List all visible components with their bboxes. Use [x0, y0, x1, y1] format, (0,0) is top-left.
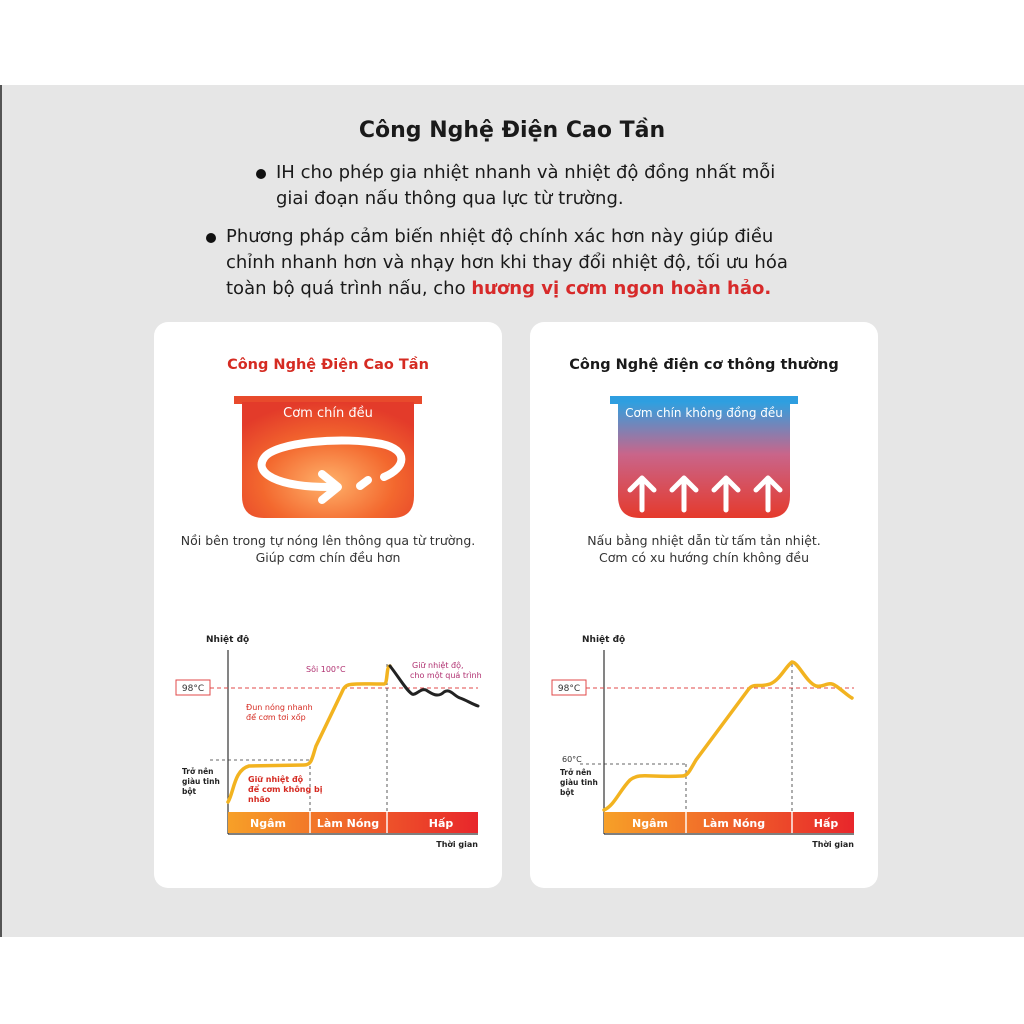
- ih-temperature-graph: [154, 322, 502, 888]
- starch-label: giàu tinh: [560, 778, 598, 787]
- ih-card: [154, 322, 502, 888]
- note-rapid-heat: để cơm tơi xốp: [246, 713, 306, 722]
- ih-card-title: Công Nghệ Điện Cao Tần: [227, 357, 429, 373]
- ih-caption-line1: Nồi bên trong tự nóng lên thông qua từ trường.: [180, 533, 476, 548]
- phase-steam: Hấp: [813, 817, 839, 830]
- bullet-ih-text: IH cho phép gia nhiệt nhanh và nhiệt độ đồng nhất mỗi giai đoạn nấu thông qua lực từ trường.: [276, 162, 776, 209]
- conventional-pot-label: Cơm chín không đồng đều: [625, 406, 783, 420]
- bullet-sensor-highlight: hương vị cơm ngon hoàn hảo.: [471, 278, 772, 299]
- phase-steam: Hấp: [428, 817, 454, 830]
- y-axis-label: Nhiệt độ: [582, 635, 626, 645]
- x-axis-label: Thời gian: [812, 840, 854, 849]
- ih-caption-line2: Giúp cơm chín đều hơn: [255, 550, 401, 565]
- conventional-caption-line1: Nấu bằng nhiệt dẫn từ tấm tản nhiệt.: [587, 533, 821, 548]
- note-hold: Giữ nhiệt độ,: [412, 661, 464, 670]
- phase-soak: Ngâm: [250, 817, 286, 830]
- phase-soak: Ngâm: [632, 817, 668, 830]
- note-keep-temp: để cơm không bị: [248, 785, 323, 794]
- conventional-temperature-graph: [530, 322, 878, 888]
- phase-heat: Làm Nóng: [316, 817, 380, 830]
- y-axis-label: Nhiệt độ: [206, 635, 250, 645]
- 60c-marker: 60°C: [562, 755, 582, 764]
- panel-edge: [0, 85, 2, 937]
- conventional-caption-line2: Cơm có xu hướng chín không đều: [599, 550, 809, 565]
- starch-label: bột: [560, 788, 575, 797]
- 98c-marker: 98°C: [181, 684, 205, 694]
- starch-label: Trở nên: [560, 768, 592, 777]
- bullet-sensor-text: Phương pháp cảm biến nhiệt độ chính xác hơn này giúp điều chỉnh nhanh hơn và nhạy hơn khi thay đổi nhiệt độ, tối ưu hóa toàn bộ quá trình nấu, cho: [226, 226, 788, 299]
- bullet-dot-icon: [206, 233, 216, 243]
- ih-pot-label: Cơm chín đều: [283, 406, 373, 421]
- note-hold: cho một quá trình: [410, 671, 482, 680]
- x-axis-label: Thời gian: [436, 840, 478, 849]
- phase-heat: Làm Nóng: [702, 817, 766, 830]
- starch-label: bột: [182, 787, 197, 796]
- conventional-temperature-curve: [604, 662, 852, 810]
- bullet-dot-icon: [256, 169, 266, 179]
- bullet-sensor: [226, 224, 826, 302]
- note-rapid-heat: Đun nóng nhanh: [246, 703, 313, 712]
- page-title: Công Nghệ Điện Cao Tần: [358, 118, 666, 143]
- note-keep-temp: nhão: [248, 795, 271, 804]
- bullet-ih: [276, 160, 796, 212]
- starch-label: Trở nên: [182, 767, 214, 776]
- starch-label: giàu tinh: [182, 777, 220, 786]
- conventional-card: [530, 322, 878, 888]
- conventional-card-title: Công Nghệ điện cơ thông thường: [569, 357, 839, 373]
- note-keep-temp: Giữ nhiệt độ: [248, 775, 304, 784]
- note-boil: Sôi 100°C: [306, 665, 346, 674]
- 98c-marker: 98°C: [557, 684, 581, 694]
